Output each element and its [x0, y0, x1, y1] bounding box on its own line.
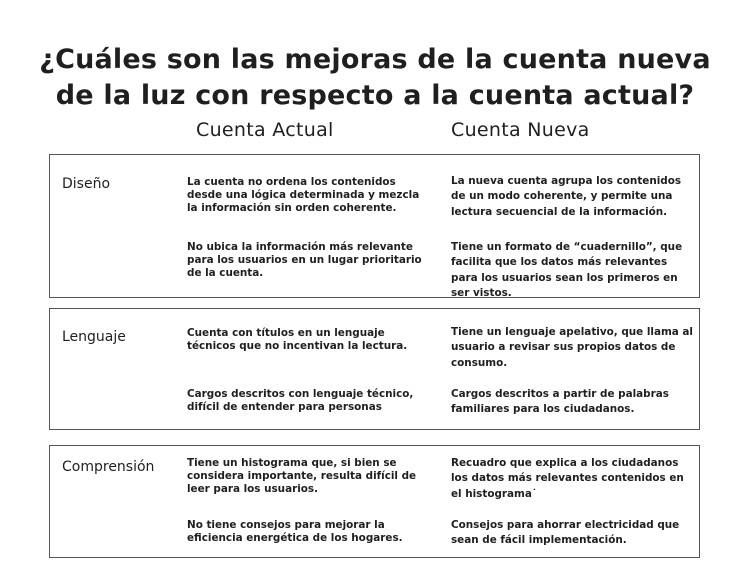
comprension-actual-point-1: Tiene un histograma que, si bien se considera importante, resulta difícil de leer para los usuarios. — [187, 457, 417, 496]
diseno-actual-point-2: No ubica la información más relevante para los usuarios en un lugar prioritario de la cuenta. — [187, 241, 422, 280]
comprension-actual-point-2: No tiene consejos para mejorar la eficiencia energética de los hogares. — [187, 519, 403, 545]
lenguaje-actual-point-1: Cuenta con títulos en un lenguaje técnicos que no incentivan la lectura. — [187, 327, 408, 353]
section-label-lenguaje: Lenguaje — [62, 329, 126, 345]
column-header-cuenta-actual: Cuenta Actual — [196, 119, 334, 141]
section-diseno — [49, 154, 700, 298]
comprension-nueva-point-1: Recuadro que explica a los ciudadanos los datos más relevantes contenidos en el histograma˙ — [451, 457, 684, 500]
diseno-nueva-point-2: Tiene un formato de “cuadernillo”, que facilita que los datos más relevantes para los usuarios sean los primeros en ser vistos. — [451, 241, 683, 300]
section-comprension — [49, 445, 700, 558]
page-title — [0, 42, 750, 114]
section-label-diseno: Diseño — [62, 176, 111, 192]
title-line-2: de la luz con respecto a la cuenta actual? — [55, 80, 695, 112]
section-lenguaje — [49, 308, 700, 430]
diseno-actual-point-1: La cuenta no ordena los contenidos desde una lógica determinada y mezcla la información sin orden coherente. — [187, 176, 420, 215]
column-header-cuenta-nueva: Cuenta Nueva — [451, 119, 590, 141]
lenguaje-nueva-point-2: Cargos descritos a partir de palabras familiares para los ciudadanos. — [451, 388, 669, 416]
section-label-comprension: Comprensión — [62, 459, 155, 475]
comprension-nueva-point-2: Consejos para ahorrar electricidad que sean de fácil implementación. — [451, 519, 680, 547]
lenguaje-actual-point-2: Cargos descritos con lenguaje técnico, difícil de entender para personas — [187, 388, 414, 414]
title-line-1: ¿Cuáles son las mejoras de la cuenta nueva — [39, 44, 711, 76]
diseno-nueva-point-1: La nueva cuenta agrupa los contenidos de un modo coherente, y permite una lectura secuencial de la información. — [451, 175, 682, 218]
lenguaje-nueva-point-1: Tiene un lenguaje apelativo, que llama al usuario a revisar sus propios datos de consumo. — [451, 326, 693, 369]
